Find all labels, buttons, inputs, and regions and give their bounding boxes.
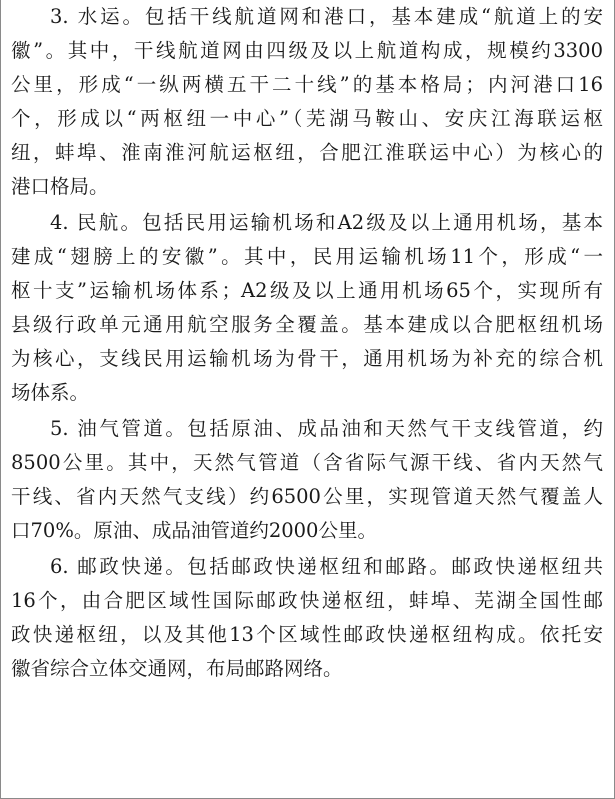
paragraph-postal	[11, 550, 603, 686]
text-line: 港口格局。	[11, 175, 109, 198]
text-line: 县级行政单元通用航空服务全覆盖。基本建成以合肥枢纽机场	[11, 313, 603, 336]
text-line: 个，形成以“两枢纽一中心”（芜湖马鞍山、安庆江海联运枢	[11, 107, 603, 130]
text-line: 政快递枢纽，以及其他13个区域性邮政快递枢纽构成。依托安	[11, 623, 603, 646]
text-line: 徽省综合立体交通网，布局邮路网络。	[11, 657, 343, 680]
text-line: 3. 水运。包括干线航道网和港口，基本建成“航道上的安	[50, 5, 603, 28]
text-line: 8500公里。其中，天然气管道（含省际气源干线、省内天然气	[11, 451, 603, 474]
text-line: 为核心，支线民用运输机场为骨干，通用机场为补充的综合机	[11, 347, 603, 370]
text-line: 5. 油气管道。包括原油、成品油和天然气干支线管道，约	[50, 417, 603, 440]
paragraph-aviation	[11, 206, 603, 410]
paragraph-pipelines	[11, 412, 603, 548]
text-line: 4. 民航。包括民用运输机场和A2级及以上通用机场，基本	[50, 211, 603, 234]
text-line: 纽，蚌埠、淮南淮河航运枢纽，合肥江淮联运中心）为核心的	[11, 141, 603, 164]
text-line: 干线、省内天然气支线）约6500公里，实现管道天然气覆盖人	[11, 485, 603, 508]
document-body	[11, 0, 603, 686]
text-line: 徽”。其中，干线航道网由四级及以上航道构成，规模约3300	[11, 39, 603, 62]
text-line: 16个，由合肥区域性国际邮政快递枢纽，蚌埠、芜湖全国性邮	[11, 589, 603, 612]
text-line: 建成“翅膀上的安徽”。其中，民用运输机场11个，形成“一	[11, 245, 603, 268]
text-line: 口70%。原油、成品油管道约2000公里。	[11, 519, 377, 542]
text-line: 6. 邮政快递。包括邮政快递枢纽和邮路。邮政快递枢纽共	[50, 555, 603, 578]
text-line: 公里，形成“一纵两横五干二十线”的基本格局；内河港口16	[11, 73, 603, 96]
paragraph-waterway	[11, 0, 603, 204]
text-line: 场体系。	[11, 381, 90, 404]
text-line: 枢十支”运输机场体系；A2级及以上通用机场65个，实现所有	[11, 279, 603, 302]
